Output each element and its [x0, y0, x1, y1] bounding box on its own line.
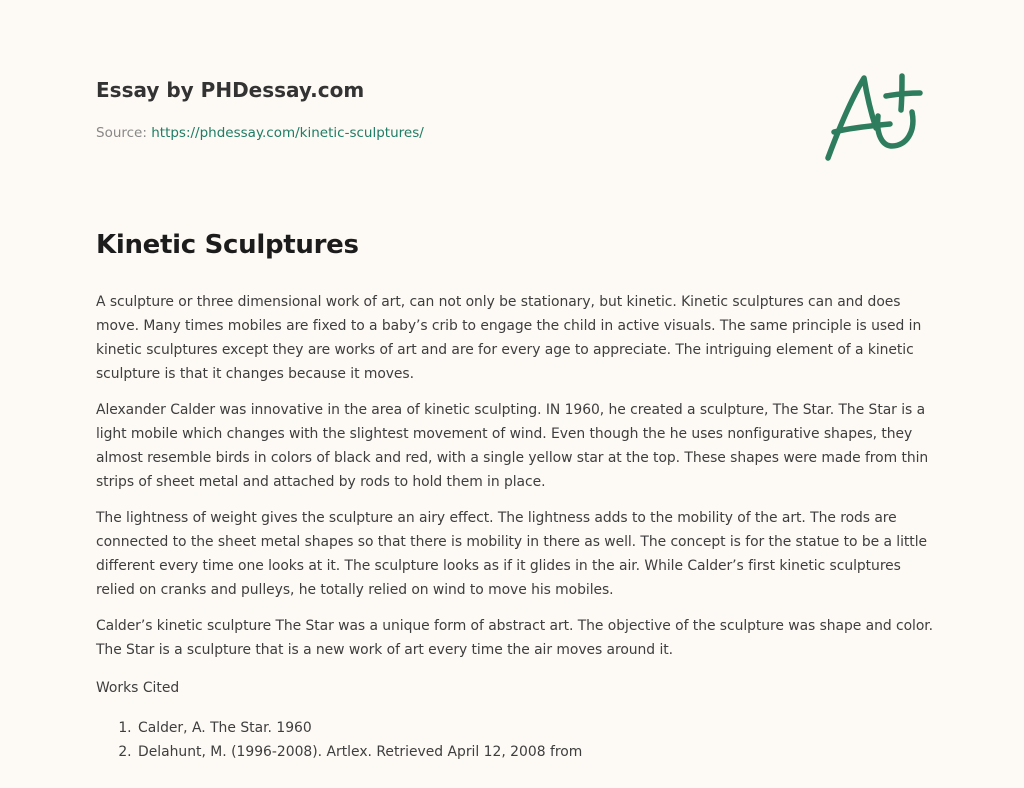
a-plus-grade-icon: [820, 66, 930, 166]
page-header: [96, 76, 796, 142]
citation-item: 1. Calder, A. The Star. 1960: [136, 716, 936, 740]
works-cited-heading: Works Cited: [96, 680, 180, 696]
citation-item: 2. Delahunt, M. (1996-2008). Artlex. Retrieved April 12, 2008 from: [136, 740, 936, 764]
source-label: Source:: [96, 125, 152, 141]
essay-paragraph: A sculpture or three dimensional work of art, can not only be stationary, but kinetic. Kinetic sculptures can and does move. Many times mobiles are fixed to a baby’s crib to engage the child in active visuals. The same principle is used in kinetic sculptures except they are works of art and are for every age to appreciate. The intriguing element of a kinetic sculpture is that it changes because it moves.: [96, 294, 922, 382]
essay-paragraph: Alexander Calder was innovative in the area of kinetic sculpting. IN 1960, he created a sculpture, The Star. The Star is a light mobile which changes with the slightest movement of wind. Even though the he uses nonfigurative shapes, they almost resemble birds in colors of black and red, with a single yellow star at the top. These shapes were made from thin strips of sheet metal and attached by rods to hold them in place.: [96, 402, 929, 490]
essay-paragraph: Calder’s kinetic sculpture The Star was a unique form of abstract art. The objective of the sculpture was shape and color. The Star is a sculpture that is a new work of art every time the air moves around it.: [96, 618, 934, 658]
source-line: [96, 124, 796, 142]
essay-paragraph: The lightness of weight gives the sculpture an airy effect. The lightness adds to the mobility of the art. The rods are connected to the sheet metal shapes so that there is mobility in there as well. The concept is for the statue to be a little different every time one looks at it. The sculpture looks as if it glides in the air. While Calder’s first kinetic sculptures relied on cranks and pulleys, he totally relied on wind to move his mobiles.: [96, 510, 927, 598]
source-link[interactable]: https://phdessay.com/kinetic-sculptures/: [151, 125, 424, 141]
essay-body: [96, 226, 936, 764]
essay-title: Kinetic Sculptures: [96, 230, 359, 260]
site-title: Essay by PHDessay.com: [96, 78, 365, 102]
works-cited-list: [96, 716, 936, 764]
